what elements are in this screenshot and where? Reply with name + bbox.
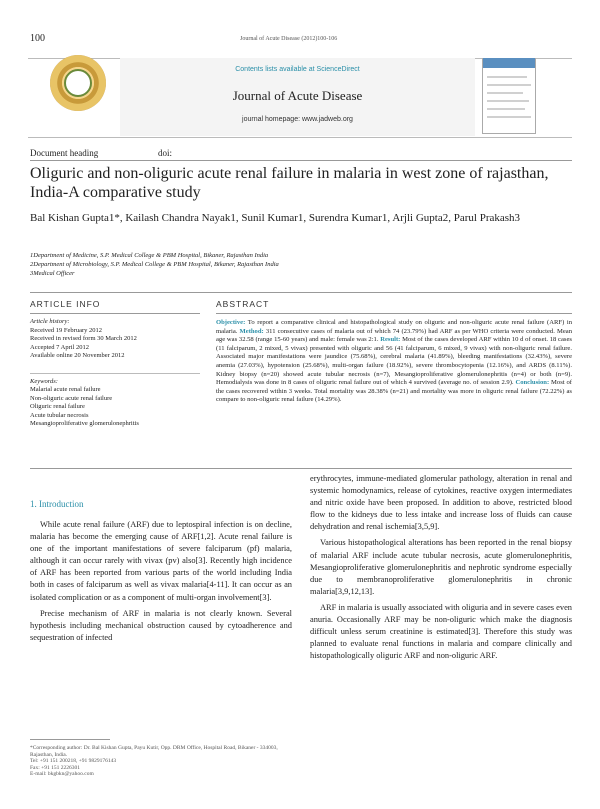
history-item: Available online 20 November 2012	[30, 352, 125, 359]
article-info	[30, 318, 200, 429]
divider	[30, 292, 572, 293]
keyword: Mesangioproliferative glomerulonephritis	[30, 420, 139, 427]
cover-line	[487, 76, 527, 78]
keyword: Malarial acute renal failure	[30, 386, 101, 393]
keywords-label: Keywords:	[30, 377, 58, 385]
conclusion-label: Conclusion:	[515, 379, 550, 387]
method-label: Method:	[239, 327, 264, 335]
method-text: 311 consecutive cases of malaria out of which 74 (23.79%) had ARF as per WHO criteria were conducted. Mean age was 32.58 (range 15-60 years) and male: female was 2:1.	[216, 327, 572, 344]
sciencedirect-link[interactable]: Contents lists available at ScienceDirect	[235, 66, 360, 73]
cover-line	[487, 84, 531, 86]
result-text: Most of the cases developed ARF within 10 d of onset. 18 cases (11 falciparum, 2 mixed, 5 vivax) presented with oliguric and 56 (41 falciparum, 6 mixed, 9 vivax) with non-oliguric renal failure. Associated major manifestations were jaundice (75.68%), cerebral malaria (41.89%), bleeding manifestations (32.43%), severe anemia (27.03%), hypotension (25.68%), multi-organ failure (18.92%), severe thrombocytopenia (12.16%), and ARDS (8.11%). Kidney biopsy (n=20) showed acute tubular necrosis (n=7), Mesangioproliferative glomerulonephritis (n=4) or both (n=9). Hemodialysis was done in 8 cases of oliguric renal failure out of which 4 survived (average no. of session 2.9).	[216, 336, 572, 387]
keyword: Oliguric renal failure	[30, 403, 85, 410]
footnote-line: E-mail: bkgbkn@yahoo.com	[30, 771, 94, 777]
journal-homepage[interactable]: journal homepage: www.jadweb.org	[242, 116, 353, 123]
cover-line	[487, 108, 525, 110]
cover-line	[487, 100, 529, 102]
journal-cover-band	[483, 58, 535, 68]
journal-reference: Journal of Acute Disease (2012)100-106	[240, 36, 338, 42]
keyword: Acute tubular necrosis	[30, 411, 89, 419]
affiliation-1: 1Department of Medicine, S.P. Medical College & PBM Hospital, Bikaner, Rajasthan India	[30, 252, 269, 259]
history-item: Received in revised form 30 March 2012	[30, 335, 137, 342]
cover-line	[487, 92, 523, 94]
divider	[30, 468, 572, 469]
affiliations	[30, 251, 279, 278]
divider	[216, 313, 572, 314]
paragraph: erythrocytes, immune-mediated glomerular pathology, alteration in renal and systemic homodynamics, release of cytokines, reactive oxygen intermediates and nitric oxide have been proposed. In addition to above, restricted blood flow to the kidneys due to less intake and increase loss of fluids can cause dehydration and renal ischemia[3,5,9].	[310, 474, 572, 532]
introduction-heading: 1. Introduction	[30, 499, 84, 509]
divider	[30, 313, 200, 314]
page-number: 100	[30, 33, 45, 44]
keyword: Non-oliguric acute renal failure	[30, 394, 113, 402]
cover-line	[487, 116, 531, 118]
divider	[30, 373, 200, 374]
history-item: Accepted 7 April 2012	[30, 343, 90, 351]
body-column-left	[30, 519, 292, 648]
author-list: Bal Kishan Gupta1*, Kailash Chandra Nayak1, Sunil Kumar1, Surendra Kumar1, Arjli Gupta2, Parul Prakash3	[30, 212, 521, 224]
paragraph: Various histopathological alterations has been reported in the renal biopsy of malarial ARF include acute tubular necrosis, acute glomerulonephritis, Mesangioproliferative glomerulonephritis and nephrotic syndrome especially due to membranoproliferative glomerulonephritis in chronic malaria[3,9,12,13].	[310, 538, 572, 596]
journal-cover-thumbnail	[482, 58, 536, 134]
abstract-heading: ABSTRACT	[216, 299, 270, 309]
footnote-line: *Corresponding author: Dr. Bal Kishan Gupta, Payu Kutir, Opp. DRM Office, Hospital Road, Bikaner - 334003, Rajasthan, India.	[30, 745, 278, 758]
journal-title: Journal of Acute Disease	[232, 88, 363, 103]
abstract-body	[216, 319, 572, 405]
result-label: Result:	[380, 336, 401, 344]
footnote-line: Tel: +91 151 200218, +91 9829176143	[30, 758, 117, 764]
objective-text: To report a comparative clinical and histopathological study on oliguric and non-oliguric acute renal failure (ARF) in malaria.	[216, 319, 572, 335]
footnote-line: Fax: +91 151 2226301	[30, 764, 81, 771]
body-column-right	[310, 473, 572, 666]
journal-logo-emblem	[64, 69, 92, 97]
document-heading: Document heading	[30, 148, 99, 158]
conclusion-text: Most of the cases recovered within 3 weeks. Total mortality was 28.38% (n=21) and mortality was more in oliguric renal failure (72.22%) as compare to non-oliguric renal failure (14.29%).	[216, 379, 572, 404]
corresponding-author-footnote	[30, 745, 295, 778]
article-info-heading: ARTICLE INFO	[30, 299, 101, 309]
objective-label: Objective:	[216, 319, 246, 326]
affiliation-3: 3Medical Officer	[30, 270, 75, 277]
footnote-rule	[30, 739, 110, 740]
paragraph: Precise mechanism of ARF in malaria is not clearly known. Several hypothesis including mechanical obstruction caused by cytoadherence and sequestration of infected	[30, 608, 292, 642]
affiliation-2: 2Department of Microbiology, S.P. Medical College & PBM Hospital, Bikaner, Rajasthan India	[30, 261, 279, 268]
history-label: Article history:	[30, 318, 70, 325]
paragraph: ARF in malaria is usually associated with oliguria and in severe cases even anuria. Occasionally ARF may be non-oliguric which make the diagnosis difficult unless serum creatinine is estimated[3]. Therefore this study was planned to evaluate renal functions in malaria and compare clinically and histopathologically oliguric ARF and non-oliguric ARF.	[310, 602, 572, 661]
paragraph: While acute renal failure (ARF) due to leptospiral infection is on decline, malaria has become the emerging cause of ARF[1,2]. Acute renal failure is one of the important manifestations of severe falciparum (pf) malaria, although it can occur rarely with vivax (pv) also[3]. Recently high incidence of ARF has been reported from various parts of the world including India both in cases of falciparum as well as vivax malaria[4-11]. It can occur as an isolated complication or as a component of multi-organ involvement[3].	[30, 520, 292, 602]
history-item: Received 19 February 2012	[30, 326, 103, 334]
article-title: Oliguric and non-oliguric acute renal failure in malaria in west zone of rajasthan, India-A comparative study	[30, 165, 549, 201]
divider	[30, 160, 572, 161]
doi-label: doi:	[158, 148, 173, 158]
